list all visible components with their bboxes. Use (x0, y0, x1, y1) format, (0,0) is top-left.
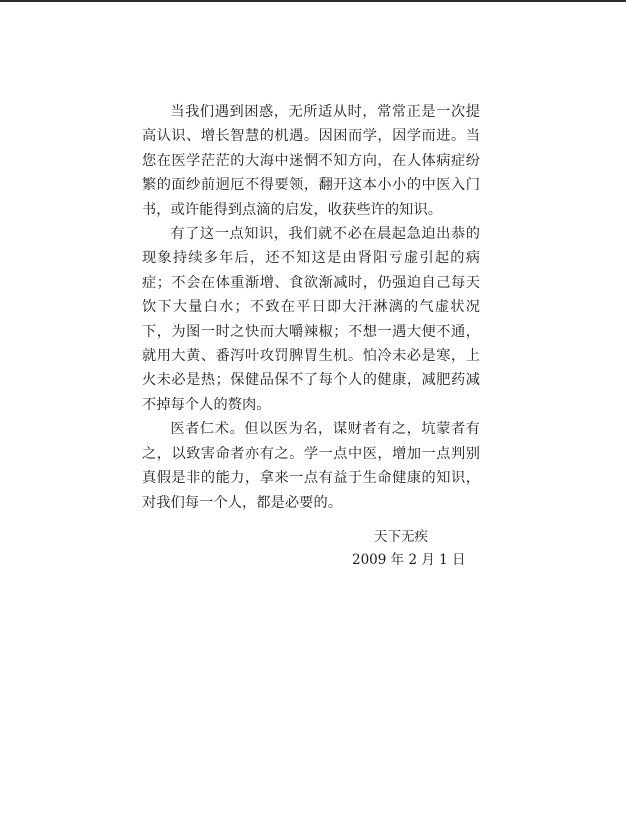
preface-body (142, 100, 480, 515)
paragraph-3: 医者仁术。但以医为名，谋财者有之，坑蒙者有之，以致害命者亦有之。学一点中医，增加一点判别真假是非的能力，拿来一点有益于生命健康的知识，对我们每一个人，都是必要的。 (142, 421, 480, 511)
paragraph-1: 当我们遇到困惑，无所适从时，常常正是一次提高认识、增长智慧的机遇。因困而学，因学而进。当您在医学茫茫的大海中迷惘不知方向，在人体病症纷繁的面纱前迥厄不得要领，翻开这本小小的中医入门书，或许能得到点滴的启发，收获些许的知识。 (142, 104, 480, 218)
author-signature: 天下无疾 (374, 529, 428, 545)
signature-date: 2009 年 2 月 1 日 (352, 552, 466, 568)
top-border-line (0, 0, 626, 2)
paragraph-2: 有了这一点知识，我们就不必在晨起急迫出恭的现象持续多年后，还不知这是由肾阳亏虚引起的病症；不会在体重渐增、食欲渐减时，仍强迫自己每天饮下大量白水；不致在平日即大汗淋漓的气虚状况下，为图一时之快而大嚼辣椒；不想一遇大便不通，就用大黄、番泻叶攻罚脾胃生机。怕冷未必是寒，上火未必是热；保健品保不了每个人的健康，减肥药减不掉每个人的赘肉。 (142, 226, 480, 413)
